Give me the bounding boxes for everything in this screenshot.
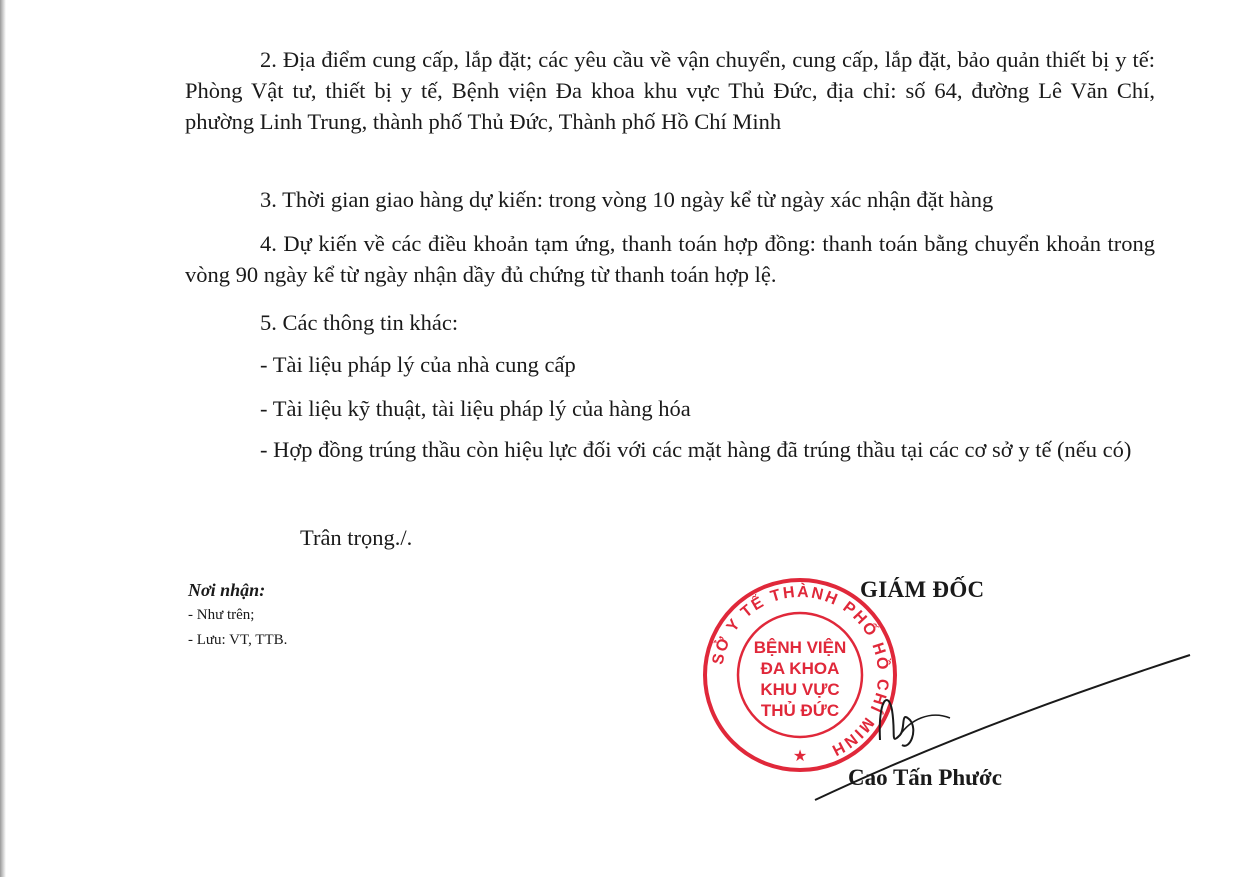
item-4-paragraph: 4. Dự kiến về các điều khoản tạm ứng, thanh toán hợp đồng: thanh toán bằng chuyển khoản trong vòng 90 ngày kể từ ngày nhận dầy đủ chứng từ thanh toán hợp lệ.	[185, 231, 1155, 287]
signatory-title: GIÁM ĐỐC	[860, 577, 985, 602]
stamp-line-1: BỆNH VIỆN	[753, 638, 847, 657]
bullet-technical-docs: - Tài liệu kỹ thuật, tài liệu pháp lý của hàng hóa	[260, 396, 691, 421]
stamp-line-2: ĐA KHOA	[760, 659, 840, 678]
stamp-line-4: THỦ ĐỨC	[760, 701, 840, 720]
stamp-ring-text: SỞ Y TẾ THÀNH PHỐ HỒ CHÍ MINH	[709, 583, 892, 760]
recipient-item: - Như trên;	[188, 607, 255, 623]
bullet-legal-docs: - Tài liệu pháp lý của nhà cung cấp	[260, 352, 576, 377]
stamp-line-3: KHU VỰC	[760, 680, 840, 699]
item-5-heading: 5. Các thông tin khác:	[260, 310, 459, 335]
closing-text: Trân trọng./.	[300, 525, 413, 550]
item-3-paragraph: 3. Thời gian giao hàng dự kiến: trong vòng 10 ngày kể từ ngày xác nhận đặt hàng	[260, 187, 994, 212]
svg-text:★: ★	[792, 746, 808, 765]
item-2-paragraph: 2. Địa điểm cung cấp, lắp đặt; các yêu cầu về vận chuyển, cung cấp, lắp đặt, bảo quản thiết bị y tế: Phòng Vật tư, thiết bị y tế, Bệnh viện Đa khoa khu vực Thủ Đức, địa chỉ: số 64, đường Lê Văn Chí, phường Linh Trung, thành phố Thủ Đức, Thành phố Hồ Chí Minh	[185, 47, 1155, 134]
bullet-contracts: - Hợp đồng trúng thầu còn hiệu lực đối với các mặt hàng đã trúng thầu tại các cơ sở y tế (nếu có)	[260, 437, 1132, 462]
scan-edge	[0, 0, 6, 877]
recipients-title: Nơi nhận:	[188, 580, 266, 600]
recipient-item: - Lưu: VT, TTB.	[188, 632, 288, 648]
signer-name: Cao Tấn Phước	[848, 765, 1002, 790]
